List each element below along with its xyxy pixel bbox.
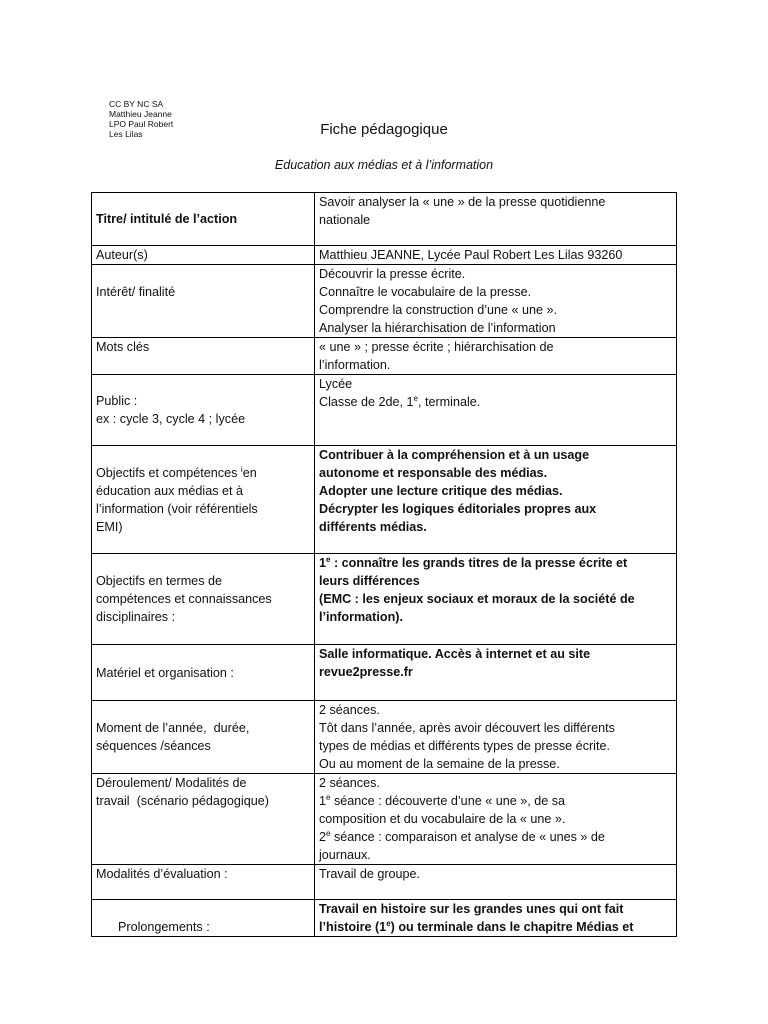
label-objectifs-emi: Objectifs et compétences $^i$en éducation aux médias et à l’information (voir référentiels EMI) (92, 446, 315, 554)
author-line: Matthieu Jeanne (109, 109, 172, 119)
value-evaluation: Travail de groupe. (315, 865, 677, 900)
value-titre: Savoir analyser la « une » de la presse quotidienne nationale (315, 193, 677, 246)
row-interet (92, 265, 677, 338)
label-evaluation: Modalités d’évaluation : (92, 865, 315, 900)
page-subtitle: Education aux médias et à l’information (274, 158, 494, 172)
row-auteur (92, 246, 677, 265)
label-prolongements: Prolongements : (92, 900, 315, 937)
license-line: CC BY NC SA (109, 99, 164, 109)
row-mots-cles (92, 338, 677, 375)
row-public (92, 375, 677, 446)
label-materiel: Matériel et organisation : (92, 645, 315, 701)
value-objectifs-disciplinaires: 1e : connaître les grands titres de la presse écrite et leurs différences (EMC : les enjeux sociaux et moraux de la société de l’information). (315, 554, 677, 645)
row-objectifs-disciplinaires (92, 554, 677, 645)
value-auteur: Matthieu JEANNE, Lycée Paul Robert Les Lilas 93260 (315, 246, 677, 265)
value-prolongements: Travail en histoire sur les grandes unes qui ont fait l’histoire (1e) ou terminale dans le chapitre Médias et (315, 900, 677, 937)
value-moment: 2 séances. Tôt dans l’année, après avoir découvert les différents types de médias et différents types de presse écrite. Ou au moment de la semaine de la presse. (315, 701, 677, 774)
row-prolongements (92, 900, 677, 937)
label-titre: Titre/ intitulé de l’action (92, 193, 315, 246)
row-evaluation (92, 865, 677, 900)
fiche-table (91, 192, 677, 937)
row-moment (92, 701, 677, 774)
row-materiel (92, 645, 677, 701)
value-mots-cles: « une » ; presse écrite ; hiérarchisation de l’information. (315, 338, 677, 375)
school-line: LPO Paul Robert (109, 119, 174, 129)
page-title: Fiche pédagogique (320, 121, 448, 138)
value-interet: Découvrir la presse écrite. Connaître le vocabulaire de la presse. Comprendre la construction d’une « une ». Analyser la hiérarchisation de l’information (315, 265, 677, 338)
label-deroulement: Déroulement/ Modalités de travail (scénario pédagogique) (92, 774, 315, 865)
row-objectifs-emi (92, 446, 677, 554)
label-auteur: Auteur(s) (92, 246, 315, 265)
label-public: Public : ex : cycle 3, cycle 4 ; lycée (92, 375, 315, 446)
label-mots-cles: Mots clés (92, 338, 315, 375)
row-titre (92, 193, 677, 246)
value-materiel: Salle informatique. Accès à internet et au site revue2presse.fr (315, 645, 677, 701)
value-public: Lycée Classe de 2de, 1e, terminale. (315, 375, 677, 446)
value-deroulement: 2 séances. 1e séance : découverte d’une « une », de sa composition et du vocabulaire de la « une ». 2e séance : comparaison et analyse de « unes » de journaux. (315, 774, 677, 865)
row-deroulement (92, 774, 677, 865)
label-interet: Intérêt/ finalité (92, 265, 315, 338)
value-objectifs-emi: Contribuer à la compréhension et à un usage autonome et responsable des médias. Adopter une lecture critique des médias. Décrypter les logiques éditoriales propres aux différents médias. (315, 446, 677, 554)
label-moment: Moment de l’année, durée, séquences /séances (92, 701, 315, 774)
city-line: Les Lilas (109, 129, 143, 139)
label-objectifs-disciplinaires: Objectifs en termes de compétences et connaissances disciplinaires : (92, 554, 315, 645)
